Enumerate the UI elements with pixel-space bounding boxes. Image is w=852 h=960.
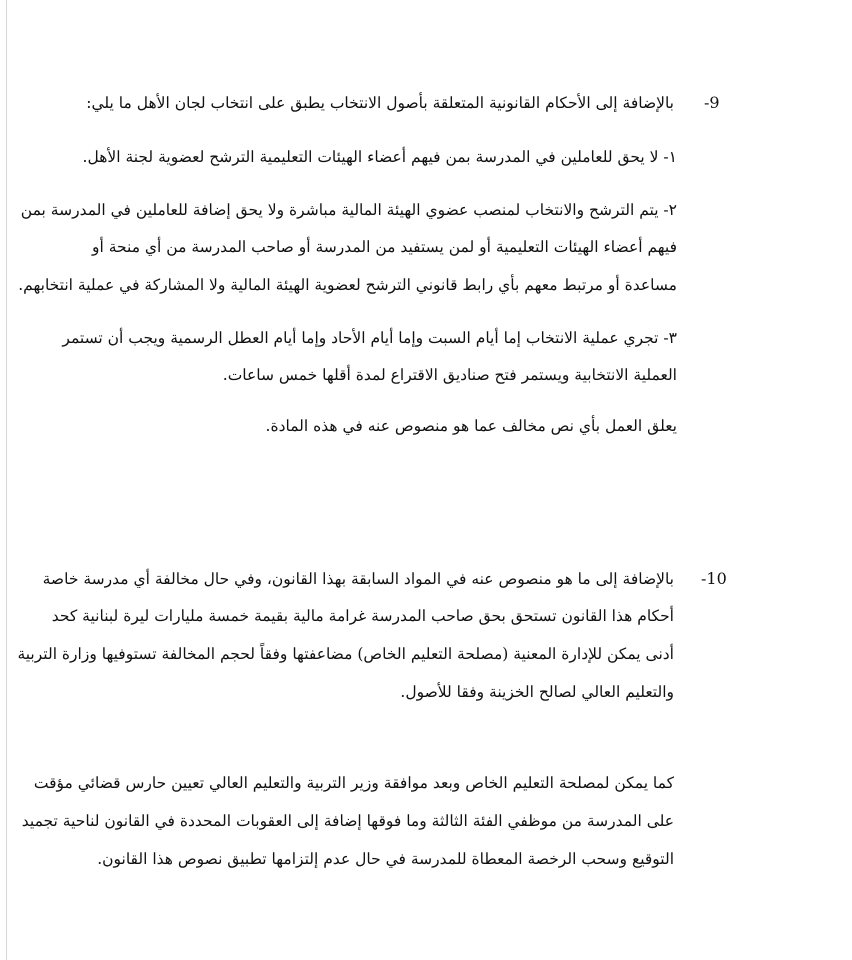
article-9-item-3-line-1: ٣- تجري عملية الانتخاب إما أيام السبت وإما أيام الأحاد وإما أيام العطل الرسمية ويجب أن تستمر <box>62 329 677 347</box>
article-10-line-3: أدنى يمكن للإدارة المعنية (مصلحة التعليم الخاص) مضاعفتها وفقاً لحجم المخالفة تستوفيها وزارة التربية <box>17 645 674 663</box>
article-10-number: -10 <box>701 569 727 588</box>
article-9-item-1: ١- لا يحق للعاملين في المدرسة بمن فيهم أعضاء الهيئات التعليمية الترشح لعضوية لجنة الأهل. <box>82 148 677 166</box>
article-9-item-2-line-2: فيهم أعضاء الهيئات التعليمية أو لمن يستفيد من المدرسة أو صاحب المدرسة من أي منحة أو <box>91 238 677 256</box>
article-9-number: -9 <box>704 93 720 112</box>
article-10-line-1: بالإضافة إلى ما هو منصوص عنه في المواد السابقة بهذا القانون، وفي حال مخالفة أي مدرسة خاصة <box>42 570 674 588</box>
article-9-intro: بالإضافة إلى الأحكام القانونية المتعلقة بأصول الانتخاب يطبق على انتخاب لجان الأهل ما يلي: <box>86 94 674 112</box>
article-9-item-2-line-3: مساعدة أو مرتبط معهم بأي رابط قانوني الترشح لعضوية الهيئة المالية ولا المشاركة في عملية انتخابهم. <box>18 276 677 294</box>
article-10-line-2: أحكام هذا القانون تستحق بحق صاحب المدرسة غرامة مالية بقيمة خمسة مليارات ليرة لبنانية كحد <box>51 607 674 625</box>
article-9-item-3-line-2: العملية الانتخابية ويستمر فتح صناديق الاقتراع لمدة أقلها خمس ساعات. <box>222 366 677 384</box>
page-edge-divider <box>6 0 7 960</box>
article-10-paragraph-2-line-1: كما يمكن لمصلحة التعليم الخاص وبعد موافقة وزير التربية والتعليم العالي تعيين حارس قضائي مؤقت <box>33 774 674 792</box>
article-10-paragraph-2-line-2: على المدرسة من موظفي الفئة الثالثة وما فوقها إضافة إلى العقوبات المحددة في القانون لناحية تجميد <box>21 812 674 830</box>
article-9-item-2-line-1: ٢- يتم الترشح والانتخاب لمنصب عضوي الهيئة المالية مباشرة ولا يحق إضافة للعاملين في المدرسة بمن <box>20 201 677 219</box>
article-10-line-4: والتعليم العالي لصالح الخزينة وفقا للأصول. <box>400 683 674 701</box>
article-10-paragraph-2-line-3: التوقيع وسحب الرخصة المعطاة للمدرسة في حال عدم إلتزامها تطبيق نصوص هذا القانون. <box>97 850 674 868</box>
article-9-suspension-clause: يعلق العمل بأي نص مخالف عما هو منصوص عنه في هذه المادة. <box>265 417 677 435</box>
